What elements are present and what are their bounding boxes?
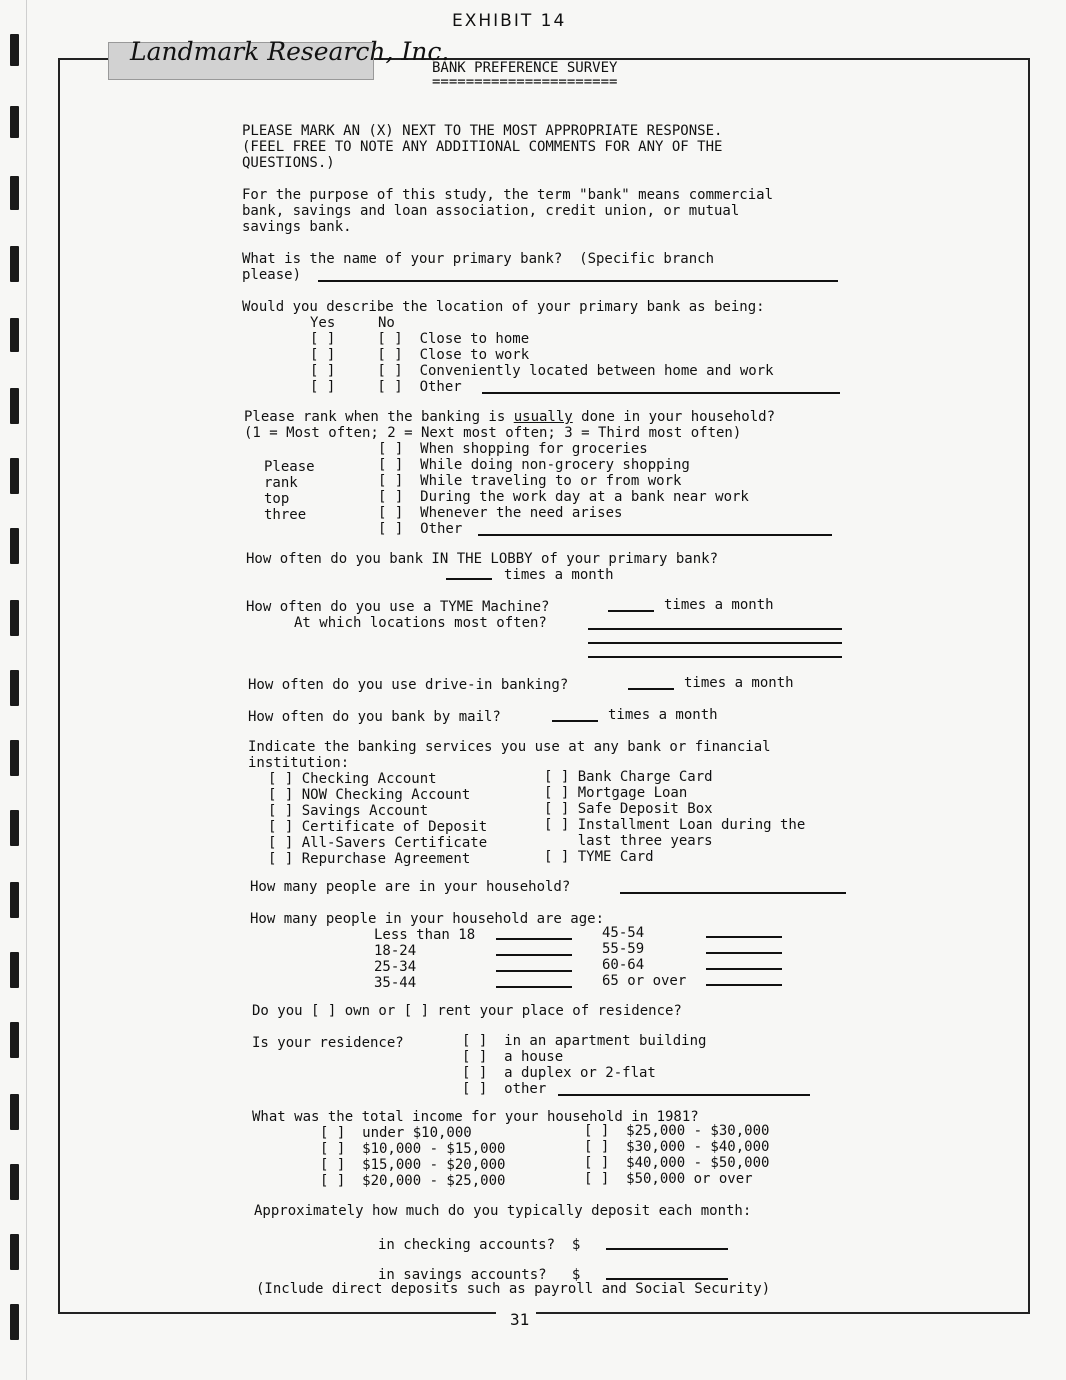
rank-note: top <box>264 491 290 507</box>
punch-hole <box>10 1022 19 1058</box>
punch-hole <box>10 106 19 138</box>
punch-hole <box>10 458 19 494</box>
punch-hole <box>10 740 19 776</box>
rank-option[interactable]: [ ] During the work day at a bank near work <box>378 489 749 505</box>
service-option[interactable]: [ ] Certificate of Deposit <box>268 819 488 835</box>
question-income: What was the total income for your household in 1981? <box>252 1109 699 1125</box>
residence-other-line[interactable] <box>558 1094 810 1096</box>
definition-line: bank, savings and loan association, credit union, or mutual <box>242 203 740 219</box>
punch-hole <box>10 1164 19 1200</box>
punch-hole <box>10 246 19 282</box>
income-option[interactable]: [ ] $10,000 - $15,000 <box>320 1141 506 1157</box>
deposit-checking-label: in checking accounts? $ <box>378 1237 581 1253</box>
location-option[interactable]: [ ] [ ] Other <box>310 379 462 395</box>
punch-hole <box>10 34 19 66</box>
rank-note: rank <box>264 475 298 491</box>
punch-hole <box>10 528 19 564</box>
deposit-checking-line[interactable] <box>606 1248 728 1250</box>
age-group: 65 or over <box>602 973 687 989</box>
punch-hole <box>10 1094 19 1130</box>
question-tyme: How often do you use a TYME Machine? <box>246 599 550 615</box>
service-option[interactable]: [ ] Bank Charge Card <box>544 769 713 785</box>
question-services-cont: institution: <box>248 755 350 771</box>
deposit-savings-label: in savings accounts? $ <box>378 1267 581 1283</box>
question-own-rent[interactable]: Do you [ ] own or [ ] rent your place of residence? <box>252 1003 682 1019</box>
age-count-line[interactable] <box>496 954 572 956</box>
rank-option[interactable]: [ ] While doing non-grocery shopping <box>378 457 690 473</box>
instructions-line: PLEASE MARK AN (X) NEXT TO THE MOST APPROPRIATE RESPONSE. <box>242 123 723 139</box>
age-count-line[interactable] <box>496 938 572 940</box>
punch-hole <box>10 318 19 352</box>
lobby-unit: times a month <box>504 567 614 583</box>
punch-hole <box>10 882 19 918</box>
punch-hole <box>10 176 19 210</box>
exhibit-label: EXHIBIT 14 <box>452 11 567 31</box>
service-option[interactable]: [ ] NOW Checking Account <box>268 787 471 803</box>
punch-hole <box>10 1234 19 1270</box>
primary-bank-answer-line[interactable] <box>318 280 838 282</box>
age-group: Less than 18 <box>374 927 476 943</box>
income-option[interactable]: [ ] $25,000 - $30,000 <box>584 1123 770 1139</box>
question-location: Would you describe the location of your primary bank as being: <box>242 299 765 315</box>
age-count-line[interactable] <box>706 984 782 986</box>
service-option[interactable]: [ ] Safe Deposit Box <box>544 801 713 817</box>
survey-title-rule: ====================== <box>432 74 618 90</box>
question-mail: How often do you bank by mail? <box>248 709 501 725</box>
mail-unit: times a month <box>608 707 718 723</box>
yes-header: Yes <box>310 315 336 331</box>
question-services: Indicate the banking services you use at any bank or financial <box>248 739 771 755</box>
location-other-line[interactable] <box>482 392 840 394</box>
age-count-line[interactable] <box>706 968 782 970</box>
service-option[interactable]: [ ] Repurchase Agreement <box>268 851 471 867</box>
punch-hole <box>10 810 19 846</box>
company-logo: Landmark Research, Inc. <box>130 37 450 66</box>
location-option[interactable]: [ ] [ ] Close to home <box>310 331 530 347</box>
question-lobby: How often do you bank IN THE LOBBY of your primary bank? <box>246 551 719 567</box>
definition-line: For the purpose of this study, the term "bank" means commercial <box>242 187 774 203</box>
age-group: 35-44 <box>374 975 417 991</box>
age-count-line[interactable] <box>706 936 782 938</box>
income-option[interactable]: [ ] $20,000 - $25,000 <box>320 1173 506 1189</box>
service-option[interactable]: [ ] Installment Loan during the <box>544 817 806 833</box>
income-option[interactable]: [ ] $30,000 - $40,000 <box>584 1139 770 1155</box>
service-option[interactable]: [ ] TYME Card <box>544 849 654 865</box>
tyme-unit: times a month <box>664 597 774 613</box>
punch-hole <box>10 388 19 424</box>
age-count-line[interactable] <box>706 952 782 954</box>
survey-title: BANK PREFERENCE SURVEY <box>432 60 618 76</box>
service-option[interactable]: [ ] Mortgage Loan <box>544 785 688 801</box>
lobby-count-line[interactable] <box>446 578 492 580</box>
question-tyme-locations: At which locations most often? <box>294 615 547 631</box>
rank-other-line[interactable] <box>478 534 832 536</box>
age-group: 60-64 <box>602 957 645 973</box>
drive-in-count-line[interactable] <box>628 688 674 690</box>
mail-count-line[interactable] <box>552 720 598 722</box>
rank-option[interactable]: [ ] Whenever the need arises <box>378 505 623 521</box>
instructions-line: QUESTIONS.) <box>242 155 335 171</box>
punch-hole <box>10 670 19 706</box>
definition-line: savings bank. <box>242 219 352 235</box>
income-option[interactable]: [ ] $40,000 - $50,000 <box>584 1155 770 1171</box>
rank-note: Please <box>264 459 315 475</box>
punch-hole <box>10 952 19 988</box>
question-rank: Please rank when the banking is usually done in your household? <box>244 409 776 425</box>
residence-option[interactable]: [ ] a house <box>462 1049 564 1065</box>
household-size-line[interactable] <box>620 892 846 894</box>
rank-scale: (1 = Most often; 2 = Next most often; 3 = Third most often) <box>244 425 742 441</box>
punch-hole <box>10 600 19 636</box>
tyme-location-line[interactable] <box>588 628 842 630</box>
residence-option[interactable]: [ ] in an apartment building <box>462 1033 707 1049</box>
age-group: 18-24 <box>374 943 417 959</box>
service-option-cont: last three years <box>544 833 713 849</box>
income-option[interactable]: [ ] under $10,000 <box>320 1125 472 1141</box>
income-option[interactable]: [ ] $15,000 - $20,000 <box>320 1157 506 1173</box>
rank-option[interactable]: [ ] When shopping for groceries <box>378 441 648 457</box>
tyme-location-line[interactable] <box>588 642 842 644</box>
service-option[interactable]: [ ] All-Savers Certificate <box>268 835 488 851</box>
rank-note: three <box>264 507 307 523</box>
question-ages: How many people in your household are age: <box>250 911 605 927</box>
rank-option[interactable]: [ ] While traveling to or from work <box>378 473 682 489</box>
instructions-line: (FEEL FREE TO NOTE ANY ADDITIONAL COMMENTS FOR ANY OF THE <box>242 139 723 155</box>
deposit-savings-line[interactable] <box>606 1278 728 1280</box>
age-count-line[interactable] <box>496 970 572 972</box>
drive-in-unit: times a month <box>684 675 794 691</box>
deposit-note: (Include direct deposits such as payroll and Social Security) <box>256 1281 771 1297</box>
question-household-size: How many people are in your household? <box>250 879 571 895</box>
page-number: 31 <box>510 1310 530 1329</box>
question-primary-bank-cont: please) <box>242 267 302 283</box>
location-option[interactable]: [ ] [ ] Conveniently located between home and work <box>310 363 774 379</box>
service-option[interactable]: [ ] Savings Account <box>268 803 429 819</box>
location-option[interactable]: [ ] [ ] Close to work <box>310 347 530 363</box>
question-drive-in: How often do you use drive-in banking? <box>248 677 569 693</box>
punch-hole <box>10 1304 19 1340</box>
residence-option[interactable]: [ ] a duplex or 2-flat <box>462 1065 656 1081</box>
income-option[interactable]: [ ] $50,000 or over <box>584 1171 753 1187</box>
no-header: No <box>378 315 395 331</box>
residence-option[interactable]: [ ] other <box>462 1081 547 1097</box>
age-group: 25-34 <box>374 959 417 975</box>
question-primary-bank: What is the name of your primary bank? (Specific branch <box>242 251 715 267</box>
question-residence: Is your residence? <box>252 1035 404 1051</box>
age-group: 55-59 <box>602 941 645 957</box>
age-group: 45-54 <box>602 925 645 941</box>
age-count-line[interactable] <box>496 986 572 988</box>
binding-edge <box>26 0 27 1380</box>
tyme-location-line[interactable] <box>588 656 842 658</box>
service-option[interactable]: [ ] Checking Account <box>268 771 437 787</box>
rank-option[interactable]: [ ] Other <box>378 521 463 537</box>
tyme-count-line[interactable] <box>608 610 654 612</box>
question-deposits: Approximately how much do you typically deposit each month: <box>254 1203 752 1219</box>
